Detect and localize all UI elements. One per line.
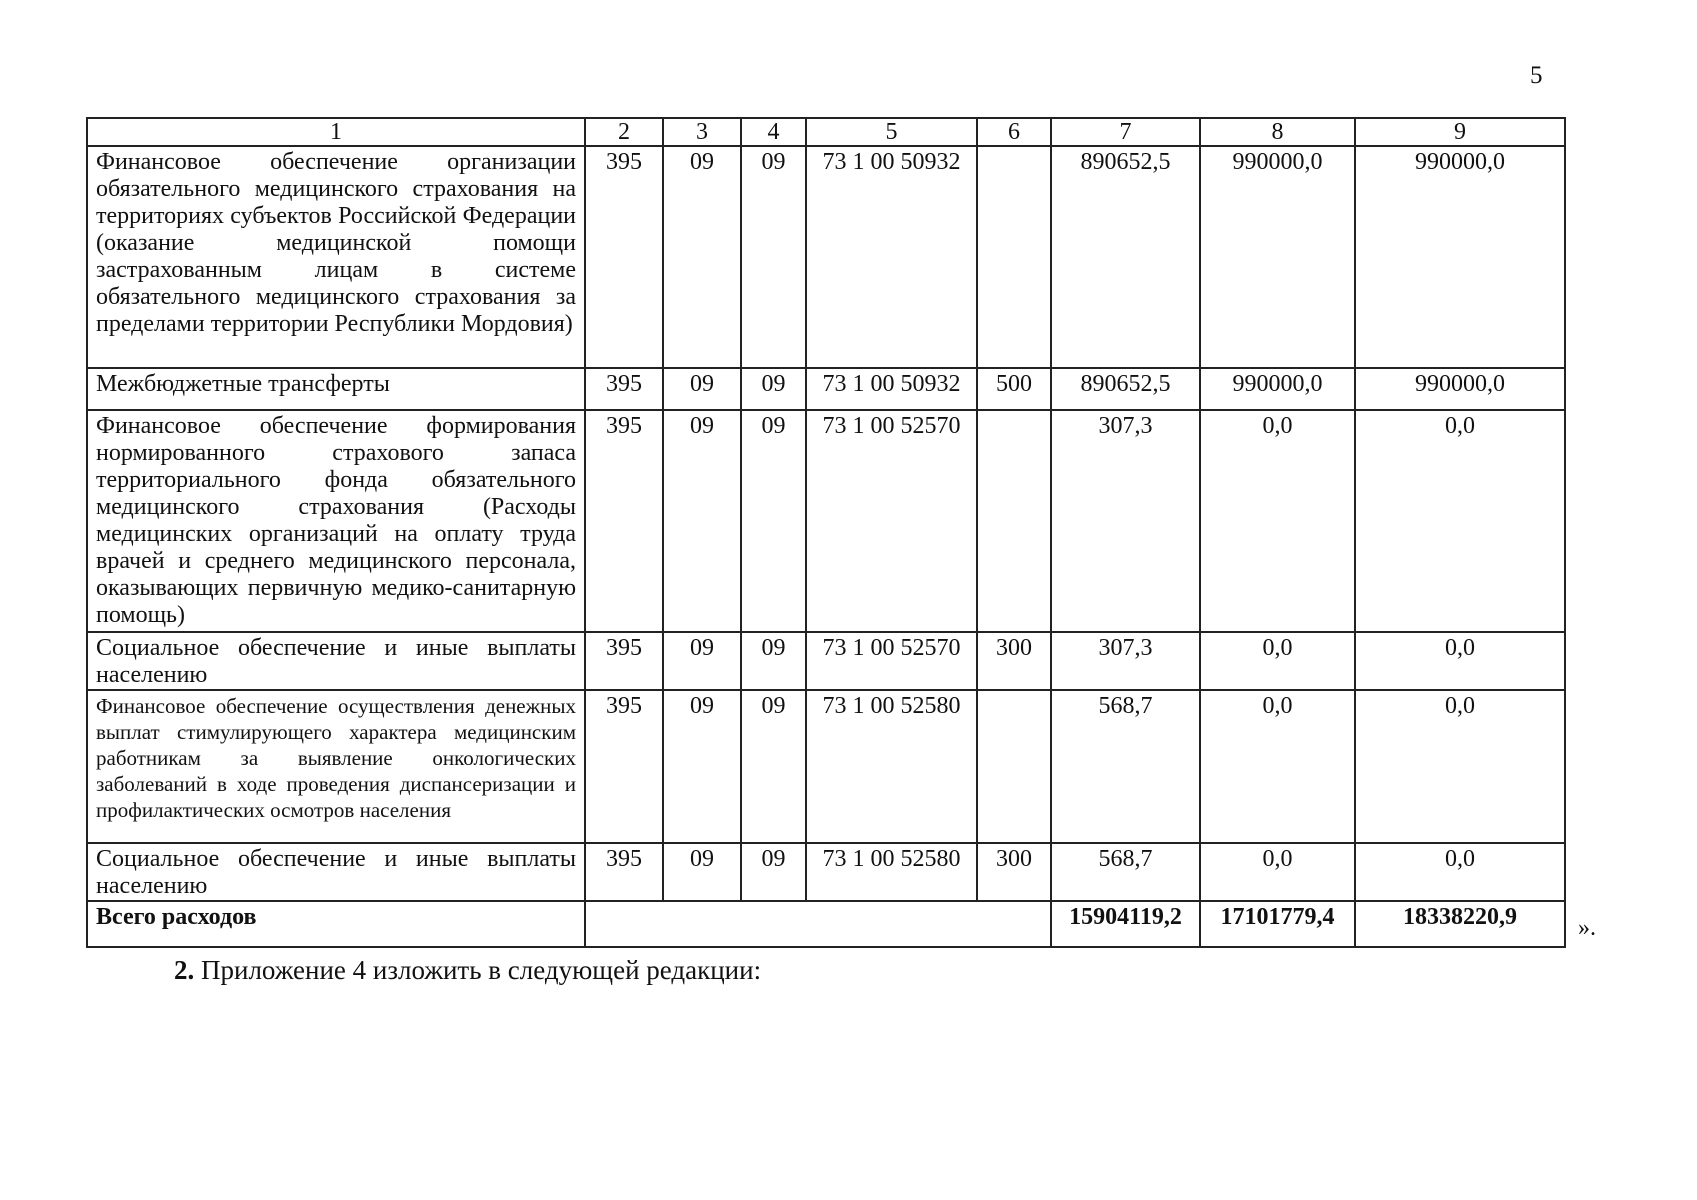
code-cell: 09 (741, 843, 806, 901)
code-cell (977, 146, 1051, 368)
expense-name-cell: Финансовое обеспечение осуществления денежных выплат стимулирующего характера медицинским работникам за выявление онкологических заболеваний в ходе проведения диспансеризации и профилактических осмотров населения (87, 690, 585, 843)
code-cell: 395 (585, 632, 663, 690)
total-label: Всего расходов (87, 901, 585, 947)
table-row (87, 843, 1565, 901)
table-row (87, 690, 1565, 843)
instruction-paragraph (174, 955, 761, 986)
table-row (87, 146, 1565, 368)
total-empty-cell (585, 901, 1051, 947)
total-amount-cell: 18338220,9 (1355, 901, 1565, 947)
amount-cell: 990000,0 (1355, 146, 1565, 368)
code-cell: 300 (977, 632, 1051, 690)
amount-cell: 0,0 (1355, 690, 1565, 843)
code-cell: 09 (741, 368, 806, 410)
code-cell: 500 (977, 368, 1051, 410)
header-cell: 8 (1200, 118, 1355, 146)
amount-cell: 890652,5 (1051, 368, 1200, 410)
code-cell: 09 (663, 410, 741, 632)
code-cell: 09 (741, 632, 806, 690)
code-cell: 73 1 00 52570 (806, 632, 977, 690)
code-cell: 09 (741, 146, 806, 368)
code-cell: 73 1 00 50932 (806, 146, 977, 368)
code-cell: 09 (741, 690, 806, 843)
table-row (87, 410, 1565, 632)
table-row (87, 632, 1565, 690)
expense-name-cell: Социальное обеспечение и иные выплаты населению (87, 843, 585, 901)
amount-cell: 890652,5 (1051, 146, 1200, 368)
amount-cell: 990000,0 (1200, 146, 1355, 368)
header-cell: 3 (663, 118, 741, 146)
expense-name-cell: Социальное обеспечение и иные выплаты населению (87, 632, 585, 690)
header-cell: 4 (741, 118, 806, 146)
amount-cell: 990000,0 (1355, 368, 1565, 410)
code-cell: 73 1 00 50932 (806, 368, 977, 410)
amount-cell: 568,7 (1051, 843, 1200, 901)
amount-cell: 0,0 (1355, 410, 1565, 632)
code-cell: 395 (585, 410, 663, 632)
header-cell: 7 (1051, 118, 1200, 146)
amount-cell: 990000,0 (1200, 368, 1355, 410)
amount-cell: 568,7 (1051, 690, 1200, 843)
code-cell: 300 (977, 843, 1051, 901)
expense-name-cell: Финансовое обеспечение организации обязательного медицинского страхования на территориях субъектов Российской Федерации (оказание медицинской помощи застрахованным лицам в системе обязательного медицинского страхования за пределами территории Республики Мордовия) (87, 146, 585, 368)
code-cell: 09 (663, 632, 741, 690)
code-cell: 395 (585, 368, 663, 410)
code-cell: 09 (663, 843, 741, 901)
instruction-text: Приложение 4 изложить в следующей редакции: (194, 955, 762, 985)
table-header-row (87, 118, 1565, 146)
header-cell: 6 (977, 118, 1051, 146)
amount-cell: 0,0 (1200, 690, 1355, 843)
amount-cell: 307,3 (1051, 410, 1200, 632)
code-cell: 09 (663, 146, 741, 368)
total-amount-cell: 15904119,2 (1051, 901, 1200, 947)
amount-cell: 0,0 (1355, 843, 1565, 901)
amount-cell: 0,0 (1355, 632, 1565, 690)
code-cell: 395 (585, 690, 663, 843)
code-cell: 09 (741, 410, 806, 632)
header-cell: 2 (585, 118, 663, 146)
total-amount-cell: 17101779,4 (1200, 901, 1355, 947)
code-cell: 73 1 00 52580 (806, 843, 977, 901)
code-cell: 09 (663, 368, 741, 410)
closing-quote: ». (1578, 915, 1596, 941)
table-row (87, 368, 1565, 410)
header-cell: 1 (87, 118, 585, 146)
budget-table (86, 117, 1566, 948)
header-cell: 9 (1355, 118, 1565, 146)
expense-name-cell: Межбюджетные трансферты (87, 368, 585, 410)
code-cell: 09 (663, 690, 741, 843)
amount-cell: 0,0 (1200, 843, 1355, 901)
code-cell: 395 (585, 146, 663, 368)
instruction-number: 2. (174, 955, 195, 985)
code-cell: 395 (585, 843, 663, 901)
expense-name-cell: Финансовое обеспечение формирования нормированного страхового запаса территориального фонда обязательного медицинского страхования (Расходы медицинских организаций на оплату труда врачей и среднего медицинского персонала, оказывающих первичную медико-санитарную помощь) (87, 410, 585, 632)
amount-cell: 307,3 (1051, 632, 1200, 690)
code-cell: 73 1 00 52580 (806, 690, 977, 843)
code-cell (977, 410, 1051, 632)
code-cell: 73 1 00 52570 (806, 410, 977, 632)
total-row (87, 901, 1565, 947)
page-number: 5 (1530, 62, 1543, 89)
amount-cell: 0,0 (1200, 410, 1355, 632)
header-cell: 5 (806, 118, 977, 146)
code-cell (977, 690, 1051, 843)
amount-cell: 0,0 (1200, 632, 1355, 690)
